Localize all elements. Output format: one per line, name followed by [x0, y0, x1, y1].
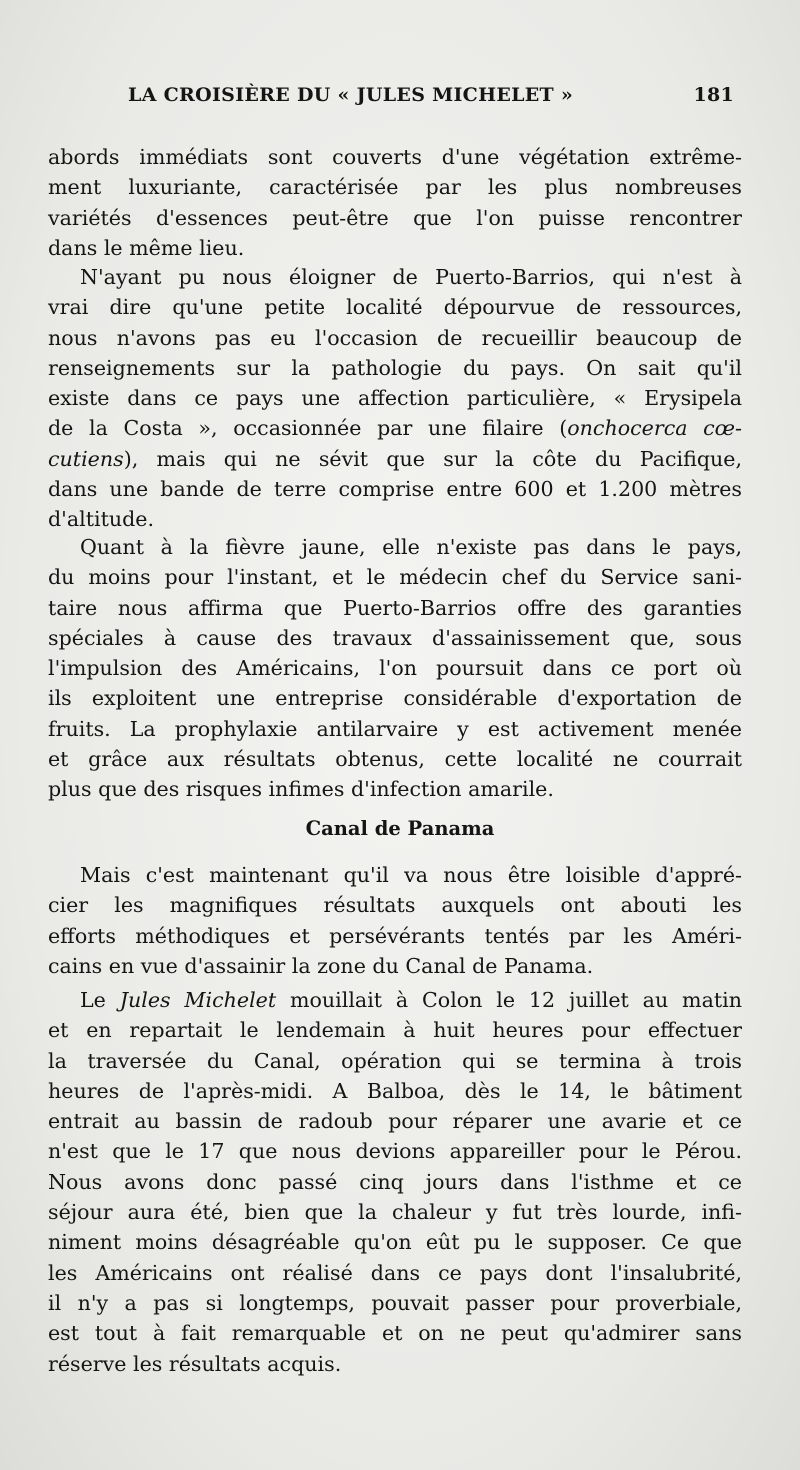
- running-title: LA CROISIÈRE DU « JULES MICHELET »: [128, 84, 574, 106]
- text-line: et grâce aux résultats obtenus, cette localité ne courrait: [48, 747, 742, 772]
- text-line: la traversée du Canal, opération qui se termina à trois: [48, 1048, 742, 1073]
- text-line: l'impulsion des Américains, l'on poursuit dans ce port où: [48, 656, 742, 681]
- paragraph-puerto-barrios: [48, 262, 742, 535]
- text-line: cains en vue d'assainir la zone du Canal de Panama.: [48, 953, 594, 978]
- text-line: [48, 444, 742, 474]
- text-line: renseignements sur la pathologie du pays. On sait qu'il: [48, 355, 742, 380]
- text-line: plus que des risques infimes d'infection amarile.: [48, 777, 554, 802]
- text-line: spéciales à cause des travaux d'assainissement que, sous: [48, 625, 742, 650]
- text-line: niment moins désagréable qu'on eût pu le supposer. Ce que: [48, 1230, 742, 1255]
- text-line: du moins pour l'instant, et le médecin chef du Service sani-: [48, 565, 742, 590]
- text-line: réserve les résultats acquis.: [48, 1351, 342, 1376]
- text-line: [48, 413, 742, 443]
- text-line: vrai dire qu'une petite localité dépourvue de ressources,: [48, 295, 742, 320]
- text-line: entrait au bassin de radoub pour réparer une avarie et ce: [48, 1109, 742, 1134]
- section-heading: Canal de Panama: [305, 817, 495, 840]
- text-line: il n'y a pas si longtemps, pouvait passer pour proverbiale,: [48, 1290, 742, 1315]
- paragraph-jules-michelet: [48, 985, 742, 1379]
- paragraph-continuation: [48, 142, 742, 263]
- text-fragment: Le: [80, 988, 120, 1012]
- text-line: ment luxuriante, caractérisée par les plus nombreuses: [48, 175, 742, 200]
- text-line: fruits. La prophylaxie antilarvaire y est activement menée: [48, 716, 742, 741]
- text-line: ils exploitent une entreprise considérable d'exportation de: [48, 686, 742, 711]
- text-line: heures de l'après-midi. A Balboa, dès le 14, le bâtiment: [48, 1078, 742, 1103]
- text-line: efforts méthodiques et persévérants tentés par les Améri-: [48, 923, 742, 948]
- text-fragment: de la Costa », occasionnée par une filaire (: [48, 416, 568, 441]
- text-line: N'ayant pu nous éloigner de Puerto-Barrios, qui n'est à: [80, 265, 742, 289]
- text-line: Nous avons donc passé cinq jours dans l'isthme et ce: [48, 1169, 742, 1194]
- paragraph-canal-intro: [48, 860, 742, 981]
- text-line: Quant à la fièvre jaune, elle n'existe pas dans le pays,: [80, 535, 742, 559]
- text-line: nous n'avons pas eu l'occasion de recueillir beaucoup de: [48, 325, 742, 350]
- paragraph-fievre-jaune: [48, 532, 742, 805]
- text-line: dans une bande de terre comprise entre 600 et 1.200 mètres: [48, 477, 742, 502]
- text-fragment: ), mais qui ne sévit que sur la côte du Pacifique,: [123, 446, 742, 471]
- text-line: Mais c'est maintenant qu'il va nous être loisible d'appré-: [80, 863, 742, 887]
- text-fragment: mouillait à Colon le 12 juillet au matin: [276, 988, 742, 1012]
- text-line: est tout à fait remarquable et on ne peut qu'admirer sans: [48, 1321, 742, 1346]
- species-name-end: cutiens: [48, 446, 124, 471]
- running-header: [128, 84, 734, 106]
- text-line: dans le même lieu.: [48, 235, 245, 260]
- text-line: [48, 985, 742, 1015]
- text-line: d'altitude.: [48, 507, 155, 532]
- text-line: variétés d'essences peut-être que l'on puisse rencontrer: [48, 205, 742, 230]
- text-line: séjour aura été, bien que la chaleur y fut très lourde, infi-: [48, 1200, 742, 1225]
- ship-name: Jules Michelet: [119, 988, 277, 1012]
- text-line: n'est que le 17 que nous devions appareiller pour le Pérou.: [48, 1139, 742, 1164]
- text-line: et en repartait le lendemain à huit heures pour effectuer: [48, 1018, 742, 1043]
- text-line: abords immédiats sont couverts d'une végétation extrême-: [48, 145, 742, 169]
- page-number: 181: [693, 84, 734, 106]
- text-line: les Américains ont réalisé dans ce pays dont l'insalubrité,: [48, 1260, 742, 1285]
- species-name: onchocerca cœ-: [567, 416, 742, 441]
- text-line: cier les magnifiques résultats auxquels ont abouti les: [48, 893, 742, 918]
- text-line: existe dans ce pays une affection particulière, « Erysipela: [48, 386, 742, 411]
- text-line: taire nous affirma que Puerto-Barrios offre des garanties: [48, 595, 742, 620]
